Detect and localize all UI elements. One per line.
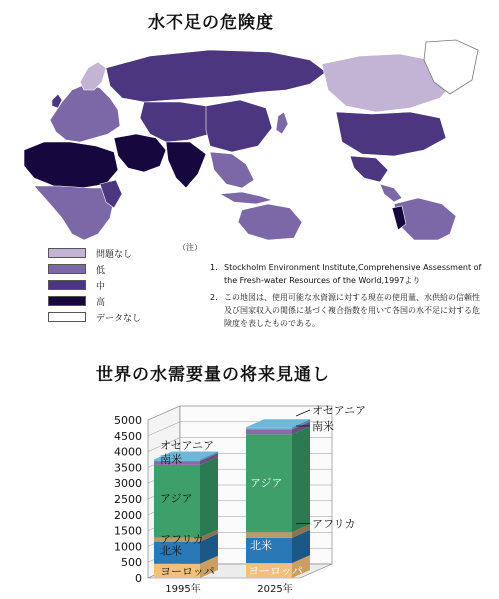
legend-label: 高 (96, 297, 106, 308)
series-label: 南米 (312, 420, 334, 433)
map-region-china (206, 100, 272, 152)
series-label: 北米 (250, 538, 272, 552)
series-label: アジア (160, 492, 193, 506)
legend-swatch (48, 248, 86, 258)
series-label: 北米 (160, 544, 182, 558)
legend-swatch (48, 280, 86, 290)
bar-segment (246, 429, 292, 434)
y-tick-label: 4000 (114, 445, 142, 459)
notes-heading: （注） (178, 243, 202, 252)
map-region-japan (276, 112, 288, 134)
legend-label: 低 (96, 265, 106, 276)
map-notes (210, 261, 482, 334)
y-tick-label: 500 (121, 556, 142, 570)
note-number: 1. (210, 263, 218, 272)
bar-segment-side (200, 457, 218, 538)
map-title: 水不足の危険度 (148, 13, 274, 33)
map-region-mexico (350, 156, 388, 182)
bar-segment-side (292, 426, 310, 532)
legend-label: データなし (96, 313, 142, 324)
legend-swatch (48, 312, 86, 322)
chart-title: 世界の水需要量の将来見通し (96, 365, 330, 385)
map-region-indonesia (220, 192, 272, 204)
series-label: アフリカ (160, 533, 204, 547)
legend-item (48, 246, 141, 260)
legend-item (48, 278, 141, 292)
series-label: ヨーロッパ (160, 564, 215, 578)
series-label: 南米 (160, 453, 182, 467)
water-scarcity-world-map (10, 38, 480, 240)
bar-segment (246, 532, 292, 538)
map-region-scandinavia (80, 62, 106, 90)
y-tick-label: 5000 (114, 414, 142, 427)
series-label: アジア (250, 476, 283, 490)
y-tick-label: 1000 (114, 540, 142, 554)
y-tick-label: 2000 (114, 508, 142, 522)
map-region-sub-saharan-africa (34, 186, 114, 240)
map-region-southeast-asia (210, 152, 254, 188)
y-tick-label: 3000 (114, 477, 142, 491)
legend-label: 問題なし (96, 249, 133, 260)
legend-swatch (48, 296, 86, 306)
legend-label: 中 (96, 281, 106, 292)
legend-swatch (48, 264, 86, 274)
bar-segment (246, 427, 292, 429)
x-category-label: 2025年 (257, 584, 293, 595)
map-region-russia (106, 50, 326, 102)
legend-item (48, 294, 141, 308)
note-text: Stockholm Environment Institute,Comprehensive Assessment of the Fresh-water Resources of the World,1997より (224, 263, 482, 285)
map-region-central-america (380, 184, 402, 202)
series-label: ヨーロッパ (248, 564, 303, 578)
y-tick-label: 4500 (114, 429, 142, 443)
series-label: オセアニア (312, 404, 367, 417)
map-region-europe (50, 84, 120, 142)
x-category-label: 1995年 (165, 584, 201, 595)
y-tick-label: 2500 (114, 493, 142, 506)
water-demand-chart (0, 386, 499, 599)
map-legend (48, 246, 141, 326)
y-tick-label: 3500 (114, 461, 142, 475)
y-tick-label: 0 (135, 572, 142, 585)
note-text: この地図は、使用可能な水資源に対する現在の使用量、水供給の信頼性及び国家収入の関係に基づく複合指数を用いて各国の水不足に対する危険度を表したものである。 (224, 293, 480, 328)
note-item (210, 261, 482, 287)
y-tick-label: 1500 (114, 524, 142, 538)
map-region-middle-east (114, 134, 166, 172)
map-region-north-africa (24, 142, 118, 188)
legend-item (48, 310, 141, 324)
map-region-australia (238, 204, 302, 240)
map-region-usa (336, 112, 446, 156)
note-number: 2. (210, 293, 218, 302)
map-region-south-asia (166, 142, 206, 188)
legend-item (48, 262, 141, 276)
series-label: オセアニア (160, 439, 215, 453)
series-label: アフリカ (312, 517, 356, 531)
note-item (210, 291, 482, 330)
